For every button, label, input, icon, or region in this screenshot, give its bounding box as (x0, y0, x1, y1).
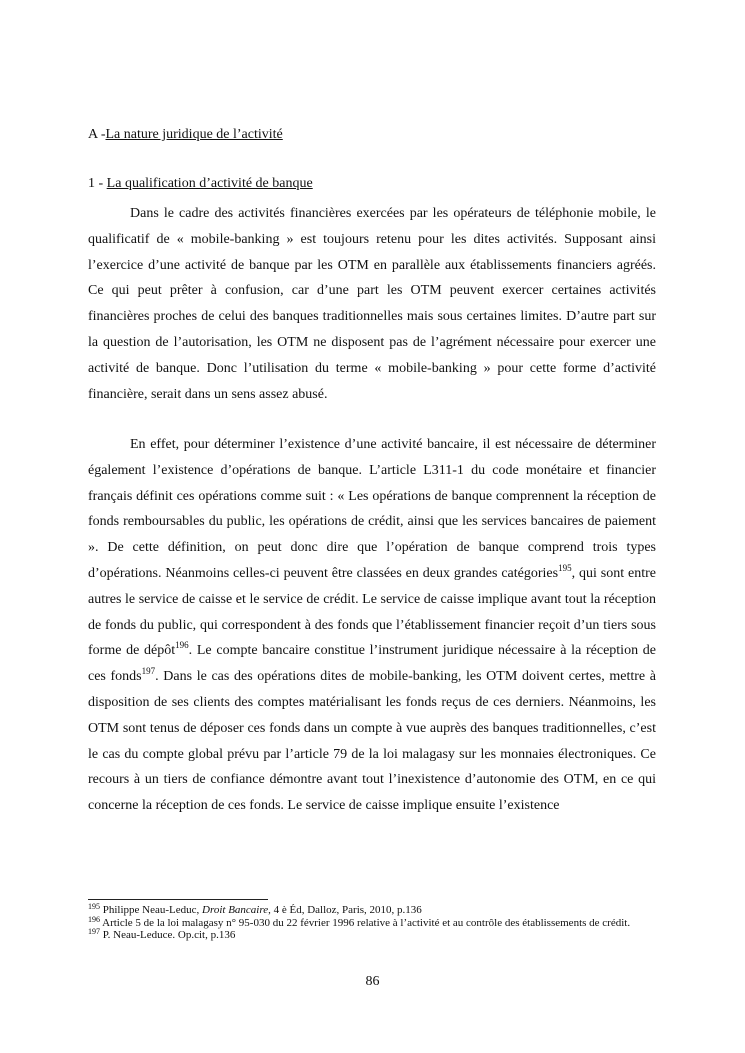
footnote-ref-197: 197 (141, 666, 156, 677)
footnote-text: , 4 è Éd, Dalloz, Paris, 2010, p.136 (268, 904, 422, 916)
paragraph-1: Dans le cadre des activités financières exercées par les opérateurs de téléphonie mobile, le qualificatif de « mobile-banking » est toujours retenu pour les dites activités. Supposant ainsi l’exercice d’une activité de banque par les OTM en parallèle aux établissements financiers agréés. Ce qui peut prêter à confusion, car d’une part les OTM peuvent exercer certaines activités financières proches de celui des banques traditionnelles mais sous certaines limites. D’autre part sur la question de l’autorisation, les OTM ne disposent pas de l’agrément nécessaire pour exercer une activité de banque. Donc l’utilisation du terme « mobile-banking » pour cette forme d’activité financière, serait dans un sens assez abusé. (88, 206, 656, 402)
paragraph-2-part-2: , qui sont entre autres le service de caisse et le service de crédit. Le service de caisse implique avant tout la réception de fonds du public, qui correspondent à des fonds que l’établissement financier reçoit d’un tiers sous forme de dépôt (88, 565, 656, 659)
paragraph-2-part-3: . Le compte bancaire constitue l’instrument juridique nécessaire à la réception de ces fonds (88, 643, 656, 685)
footnote-ref-195: 195 (558, 562, 572, 573)
footnote-text: Philippe Neau-Leduc, (100, 904, 203, 916)
footnote-number: 195 (88, 902, 100, 911)
footnote-separator (88, 899, 268, 900)
page-number: 86 (365, 974, 380, 989)
footnote-ref-196: 196 (175, 640, 189, 651)
footnote-number: 197 (88, 927, 100, 937)
footnote-195 (88, 904, 656, 917)
section-heading (88, 126, 283, 144)
sub-heading-title: La qualification d’activité de banque (106, 176, 313, 191)
section-heading-title: La nature juridique de l’activité (105, 127, 283, 142)
footnote-title: Droit Bancaire (202, 904, 269, 916)
section-heading-prefix: A - (88, 127, 106, 142)
footnote-196 (88, 914, 656, 930)
sub-heading (88, 175, 313, 193)
sub-heading-prefix: 1 - (88, 176, 107, 191)
paragraph-2-part-4: . Dans le cas des opérations dites de mobile-banking, les OTM doivent certes, mettre à disposition de ses clients des comptes matérialisant les fonds reçus de ces derniers. Néanmoins, les OTM sont tenus de déposer ces fonds dans un compte à vue auprès des banques traditionnelles, c’est le cas du compte global prévu par l’article 79 de la loi malagasy sur les monnaies électroniques. Ce recours à un tiers de confiance démontre avant tout l’inexistence d’autonomie des OTM, en ce qui concerne la réception de ces fonds. Le service de caisse implique ensuite l’existence (88, 669, 656, 814)
paragraph-2 (88, 432, 656, 819)
footnote-197 (88, 929, 656, 942)
footnotes (88, 904, 656, 942)
footnote-number: 196 (88, 914, 100, 924)
footnote-text: P. Neau-Leduce. Op.cit, p.136 (100, 929, 236, 942)
paragraph-2-part-1: En effet, pour déterminer l’existence d’une activité bancaire, il est nécessaire de déterminer également l’existence d’opérations de banque. L’article L311-1 du code monétaire et financier français définit ces opérations comme suit : « Les opérations de banque comprennent la réception de fonds remboursables du public, les opérations de crédit, ainsi que les services bancaires de paiement ». De cette définition, on peut donc dire que l’opération de banque comprend trois types d’opérations. Néanmoins celles-ci peuvent être classées en deux grandes catégories (88, 437, 656, 581)
footnote-text: Article 5 de la loi malagasy n° 95-030 du 22 février 1996 relative à l’activité et au contrôle des établissements de crédit. (100, 916, 631, 929)
